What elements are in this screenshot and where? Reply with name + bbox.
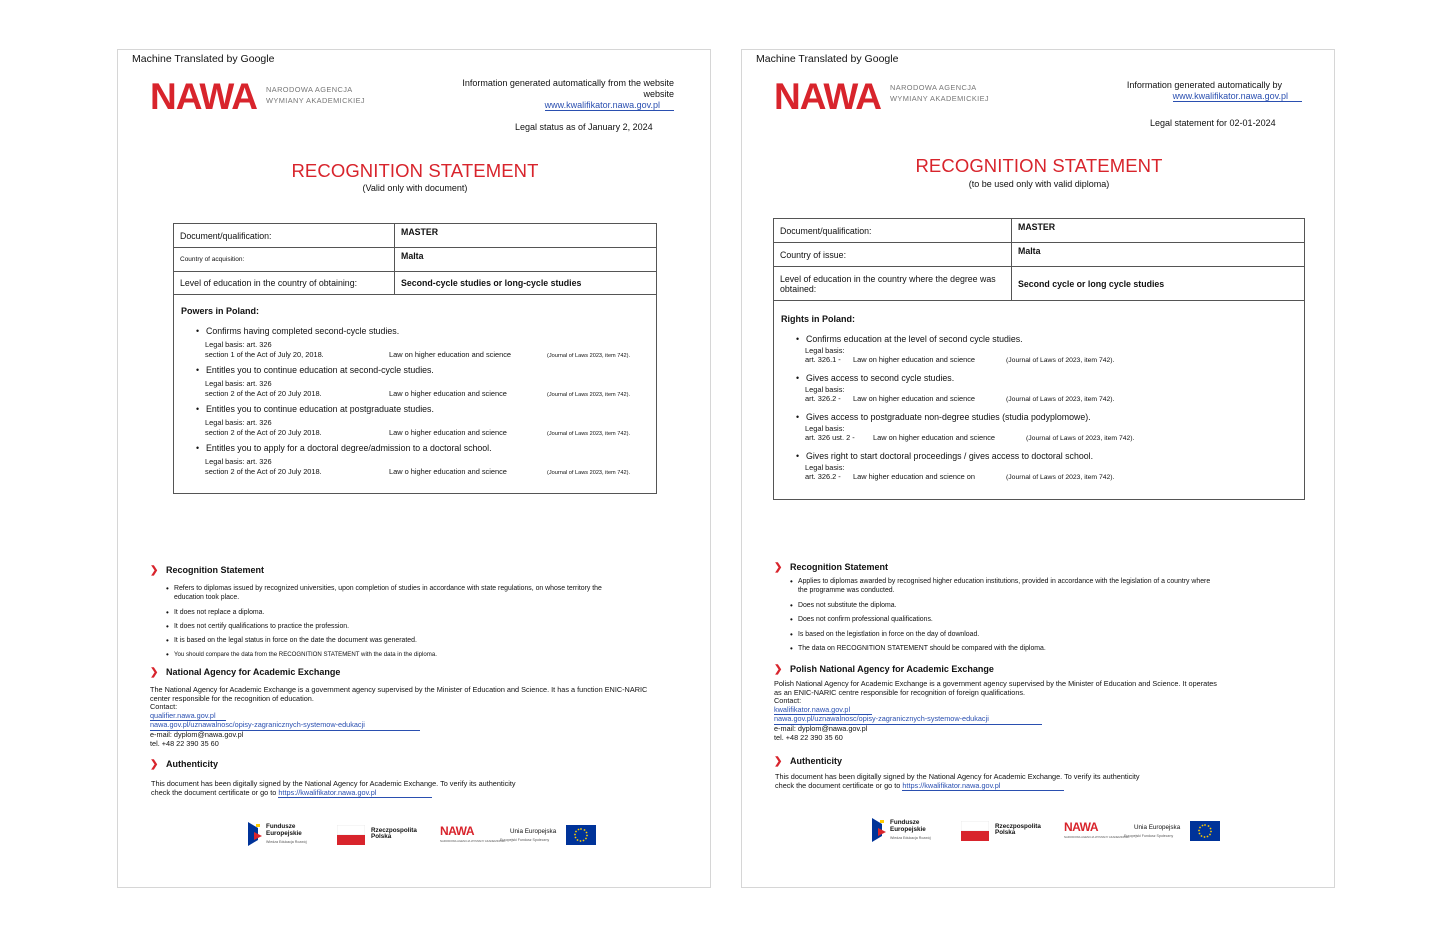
authenticity-heading: ❯ Authenticity	[774, 756, 843, 767]
list-item: • Entitles you to continue education at second-cycle studies.	[196, 365, 434, 375]
agency-description	[150, 686, 662, 748]
list-item: • Confirms education at the level of second cycle studies.	[796, 334, 1023, 344]
authenticity-text	[151, 780, 671, 798]
website-link[interactable]: www.kwalifikator.nawa.gov.pl	[1173, 91, 1302, 102]
legal-basis: Legal basis: art. 326 section 2 of the Act of 20 July 2018. Law o higher education and science (Journal of Laws 2023, item 742).	[205, 379, 631, 398]
table-value: Malta	[1012, 243, 1305, 267]
machine-translated-label: Machine Translated by Google	[756, 53, 899, 65]
legal-basis: Legal basis: art. 326 ust. 2 - Law on higher education and science (Journal of Laws of 2023, item 742).	[805, 424, 1135, 442]
fe-line-2: Europejskie	[890, 826, 926, 833]
chevron-right-icon: ❯	[774, 756, 783, 767]
list-item: • Confirms having completed second-cycle studies.	[196, 326, 400, 336]
funding-footer	[248, 822, 598, 850]
page-subtitle: (to be used only with valid diploma)	[968, 179, 1110, 189]
list-item: • It is based on the legal status in force on the date the document was generated.	[166, 636, 417, 645]
authenticity-text	[775, 773, 1295, 791]
nawa-footer-sub: NARODOWA AGENCJA WYMIANY AKADEMICKIEJ	[440, 839, 506, 843]
list-item: • Gives right to start doctoral proceedings / gives access to doctoral school.	[796, 451, 1094, 461]
rp-line-2: Polska	[995, 829, 1016, 836]
agency-heading: ❯ National Agency for Academic Exchange	[150, 667, 341, 678]
contact-link-qualifier[interactable]: qualifier.nawa.gov.pl	[150, 712, 226, 722]
machine-translated-label: Machine Translated by Google	[132, 53, 275, 65]
info-line-2: website	[643, 89, 674, 99]
table-row	[174, 248, 657, 272]
table-value: MASTER	[1012, 219, 1305, 243]
list-item: • You should compare the data from the RECOGNITION STATEMENT with the data in the diploma.	[166, 650, 437, 659]
powers-box	[173, 295, 657, 494]
page-title: RECOGNITION STATEMENT	[915, 155, 1163, 176]
contact-phone: tel. +48 22 390 35 60	[150, 738, 219, 748]
contact-email: e-mail: dyplom@nawa.gov.pl	[150, 729, 244, 739]
contact-phone: tel. +48 22 390 35 60	[774, 732, 843, 742]
authenticity-line-2: check the document certificate or go to https://kwalifikator.nawa.gov.pl	[151, 789, 671, 799]
table-value: MASTER	[395, 224, 657, 248]
chevron-right-icon: ❯	[774, 562, 783, 573]
agency-line-1: NARODOWA AGENCJA	[266, 85, 353, 94]
legal-basis: Legal basis: art. 326.2 - Law on higher education and science (Journal of Laws of 2023, item 742).	[805, 385, 1115, 403]
list-item: • Entitles you to continue education at postgraduate studies.	[196, 404, 434, 414]
authenticity-line-2: check the document certificate or go to https://kwalifikator.nawa.gov.pl	[775, 782, 1295, 792]
table-label: Document/qualification:	[174, 224, 395, 248]
agency-line-2: WYMIANY AKADEMICKIEJ	[266, 96, 366, 105]
info-line-1: Information generated automatically by	[1126, 80, 1282, 90]
verification-link[interactable]: https://kwalifikator.nawa.gov.pl	[278, 789, 432, 799]
contact-link-kwalifikator[interactable]: kwalifikator.nawa.gov.pl	[774, 706, 872, 716]
contact-email: e-mail: dyplom@nawa.gov.pl	[774, 723, 868, 733]
eu-sub: Europejski Fundusz Społeczny	[500, 838, 550, 842]
polish-flag-icon	[337, 825, 365, 845]
rights-heading: Rights in Poland:	[781, 314, 855, 324]
funding-footer	[872, 818, 1222, 846]
fe-line-1: Fundusze	[266, 823, 296, 830]
recognition-statement-heading: ❯ Recognition Statement	[150, 565, 265, 576]
agency-line-1: NARODOWA AGENCJA	[890, 83, 977, 92]
table-label: Level of education in the country of obtaining:	[174, 272, 395, 295]
nawa-logo-icon	[150, 78, 262, 112]
polish-flag-icon	[961, 821, 989, 841]
recognition-statement-heading: ❯ Recognition Statement	[774, 562, 889, 573]
table-row	[774, 219, 1305, 243]
list-item: • Does not substitute the diploma.	[790, 601, 897, 610]
table-label: Level of education in the country where the degree was obtained:	[774, 267, 1012, 301]
legal-basis: Legal basis: art. 326 section 1 of the Act of July 20, 2018. Law on higher education and science (Journal of Laws 2023, item 742).	[205, 340, 631, 359]
chevron-right-icon: ❯	[150, 759, 159, 770]
contact-label: Contact:	[774, 696, 802, 706]
table-label: Country of acquisition:	[174, 248, 395, 272]
powers-heading: Powers in Poland:	[181, 306, 260, 316]
table-value: Second-cycle studies or long-cycle studies	[395, 272, 657, 295]
eu-line-1: Unia Europejska	[510, 828, 557, 835]
list-item: • It does not certify qualifications to practice the profession.	[166, 622, 350, 631]
list-item: • Gives access to second cycle studies.	[796, 373, 955, 383]
list-item: • Gives access to postgraduate non-degree studies (studia podyplomowe).	[796, 412, 1091, 422]
agency-text: Polish National Agency for Academic Exchange is a government agency supervised by the Minister of Education and Science. It operates as an ENIC-NARIC centre responsible for recognition of foreign qualifications.	[774, 679, 1217, 697]
legal-basis: Legal basis: art. 326.1 - Law on higher education and science (Journal of Laws of 2023, item 742).	[805, 346, 1115, 364]
nawa-logo-word: NAWA	[150, 78, 257, 112]
nawa-footer-sub: NARODOWA AGENCJA WYMIANY AKADEMICKIEJ	[1064, 835, 1130, 839]
fe-sub: Wiedza Edukacja Rozwój	[890, 836, 931, 840]
rp-line-1: Rzeczpospolita	[371, 827, 417, 834]
info-line-1: Information generated automatically from the website	[462, 78, 674, 88]
list-item: • Entitles you to apply for a doctoral degree/admission to a doctoral school.	[196, 443, 492, 453]
rp-line-1: Rzeczpospolita	[995, 823, 1041, 830]
list-item: • Does not confirm professional qualifications.	[790, 615, 933, 624]
chevron-right-icon: ❯	[774, 664, 783, 675]
fundusze-europejskie-icon	[248, 822, 262, 846]
fe-line-2: Europejskie	[266, 830, 302, 837]
auto-generated-info	[1042, 80, 1302, 102]
nawa-agency-name	[890, 82, 989, 104]
qualification-table	[773, 218, 1305, 301]
contact-link-education-systems[interactable]: nawa.gov.pl/uznawalnosc/opisy-zagranicznych-systemow-edukacji	[150, 721, 420, 731]
eu-line-1: Unia Europejska	[1134, 824, 1181, 831]
legal-basis: Legal basis: art. 326 section 2 of the Act of 20 July 2018. Law o higher education and science (Journal of Laws 2023, item 742).	[205, 457, 631, 476]
legal-basis: Legal basis: art. 326.2 - Law higher education and science on (Journal of Laws of 2023, item 742).	[805, 463, 1115, 481]
rp-line-2: Polska	[371, 833, 392, 840]
table-label: Document/qualification:	[774, 219, 1012, 243]
authenticity-heading: ❯ Authenticity	[150, 759, 219, 770]
rights-box	[773, 301, 1305, 500]
document-page-english-version	[741, 49, 1335, 888]
page-title: RECOGNITION STATEMENT	[291, 160, 539, 181]
page-subtitle: (Valid only with document)	[362, 183, 468, 193]
table-row	[774, 267, 1305, 301]
chevron-right-icon: ❯	[150, 667, 159, 678]
legal-status: Legal statement for 02-01-2024	[1150, 118, 1276, 128]
contact-label: Contact:	[150, 702, 178, 712]
list-item: • Applies to diplomas awarded by recognised higher education institutions, provided in accordance with the legislation of a country where the programme was conducted.	[790, 577, 1211, 594]
eu-flag-icon	[1190, 821, 1220, 841]
eu-flag-icon	[566, 825, 596, 845]
auto-generated-info	[418, 78, 674, 111]
list-item: • The data on RECOGNITION STATEMENT should be compared with the diploma.	[790, 644, 1046, 653]
nawa-logo-word: NAWA	[774, 78, 881, 112]
authenticity-line-1: This document has been digitally signed by the National Agency for Academic Exchange. To verify its authenticity	[775, 772, 1140, 781]
table-row	[774, 243, 1305, 267]
list-item: • It does not replace a diploma.	[166, 608, 265, 617]
fe-sub: Wiedza Edukacja Rozwój	[266, 840, 307, 844]
eu-sub: Europejski Fundusz Społeczny	[1124, 834, 1174, 838]
verification-link[interactable]: https://kwalifikator.nawa.gov.pl	[902, 782, 1064, 792]
contact-link-education-systems[interactable]: nawa.gov.pl/uznawalnosc/opisy-zagranicznych-systemow-edukacji	[774, 715, 1042, 725]
nawa-footer-word: NAWA	[1064, 820, 1098, 834]
nawa-agency-name	[266, 84, 365, 106]
agency-description	[774, 680, 1220, 742]
qualification-table	[173, 223, 657, 295]
fe-line-1: Fundusze	[890, 819, 920, 826]
document-page-original-translation	[117, 49, 711, 888]
chevron-right-icon: ❯	[150, 565, 159, 576]
list-item: • Is based on the legistlation in force on the day of download.	[790, 630, 980, 639]
legal-basis: Legal basis: art. 326 section 2 of the Act of 20 July 2018. Law o higher education and science (Journal of Laws 2023, item 742).	[205, 418, 631, 437]
agency-line-2: WYMIANY AKADEMICKIEJ	[890, 94, 990, 103]
website-link[interactable]: www.kwalifikator.nawa.gov.pl	[545, 100, 674, 111]
fundusze-europejskie-logo	[872, 818, 931, 847]
table-value: Malta	[395, 248, 657, 272]
table-label: Country of issue:	[774, 243, 1012, 267]
nawa-logo-icon	[774, 78, 886, 112]
list-item: • Refers to diplomas issued by recognized universities, upon completion of studies in accordance with state regulations, on whose territory the education took place.	[166, 584, 602, 601]
legal-status: Legal status as of January 2, 2024	[515, 122, 653, 132]
fundusze-europejskie-logo	[248, 822, 307, 851]
agency-heading: ❯ Polish National Agency for Academic Exchange	[774, 664, 994, 675]
fundusze-europejskie-icon	[872, 818, 886, 842]
table-value: Second cycle or long cycle studies	[1012, 267, 1305, 301]
table-row	[174, 224, 657, 248]
agency-text: The National Agency for Academic Exchange is a government agency supervised by the Minister of Education and Science. It has a function ENIC-NARIC center responsible for the recognition of education.	[150, 685, 648, 703]
nawa-footer-word: NAWA	[440, 824, 474, 838]
authenticity-line-1: This document has been digitally signed by the National Agency for Academic Exchange. To verify its authenticity	[151, 779, 516, 788]
table-row	[174, 272, 657, 295]
